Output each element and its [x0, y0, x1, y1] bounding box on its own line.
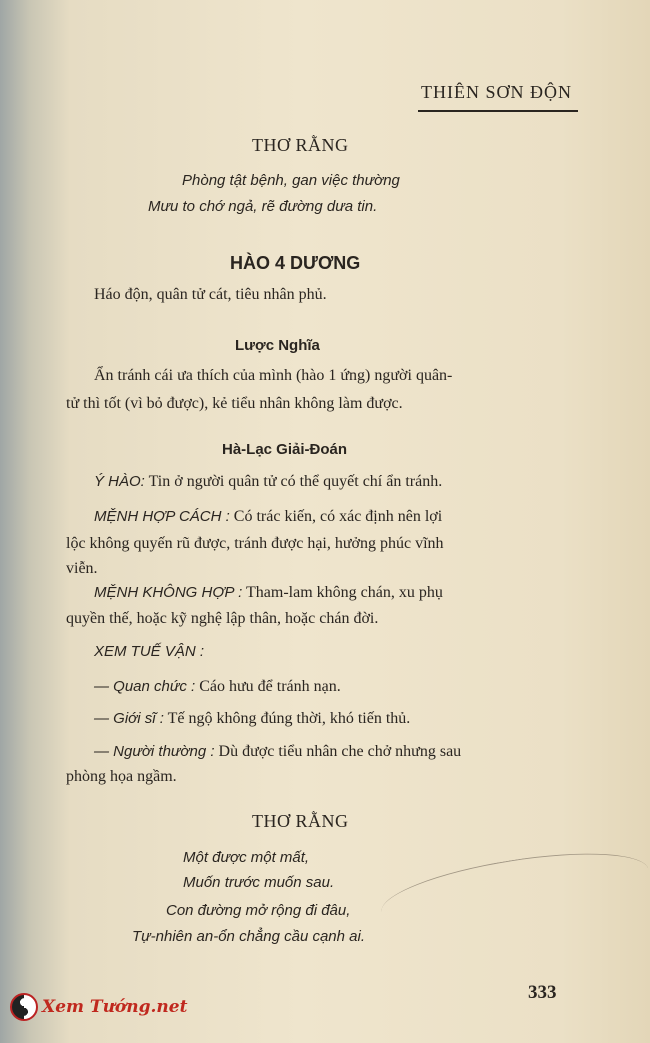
nguoi-thuong-text: Dù được tiểu nhân che chở nhưng sau — [218, 743, 462, 760]
menh-hop-paragraph — [94, 508, 442, 526]
watermark-text: Xem Tướng.net — [42, 997, 188, 1017]
page-number: 333 — [528, 982, 557, 1003]
menh-hop-cont-1: lộc không quyến rũ được, tránh được hại, hưởng phúc vĩnh — [66, 535, 444, 552]
quan-chuc-label: — Quan chức : — [94, 678, 196, 695]
luoc-nghia-line-2: tử thì tốt (vì bỏ được), kẻ tiểu nhân không làm được. — [66, 395, 403, 412]
verse-2-line-3: Con đường mở rộng đi đâu, — [166, 902, 351, 919]
y-hao-paragraph — [94, 473, 442, 491]
header-rule — [418, 110, 578, 112]
menh-khong-hop-paragraph — [94, 584, 443, 602]
nguoi-thuong-line — [94, 743, 461, 761]
nguoi-thuong-label: — Người thường : — [94, 743, 215, 760]
gioi-si-label: — Giới sĩ : — [94, 710, 164, 727]
menh-hop-text: Có trác kiến, có xác định nên lợi — [233, 508, 443, 525]
menh-khong-hop-cont: quyền thế, hoặc kỹ nghệ lập thân, hoặc chán đời. — [66, 610, 379, 627]
luoc-nghia-line-1: Ẩn tránh cái ưa thích của mình (hào 1 ứng) người quân- — [94, 367, 453, 384]
xem-tue-van-label: XEM TUẾ VẬN : — [94, 643, 205, 660]
watermark-logo — [10, 993, 187, 1021]
y-hao-text: Tin ở người quân tử có thể quyết chí ẩn tránh. — [148, 473, 443, 490]
subheading-ha-lac: Hà-Lạc Giải-Đoán — [222, 441, 348, 458]
verse-title-1: THƠ RẰNG — [252, 135, 349, 155]
hao4-text: Háo độn, quân tử cát, tiêu nhân phủ. — [94, 286, 327, 303]
yin-yang-icon — [10, 993, 38, 1021]
quan-chuc-text: Cáo hưu để tránh nạn. — [199, 678, 341, 695]
menh-khong-hop-label: MỆNH KHÔNG HỢP : — [94, 584, 243, 601]
verse-1-line-2: Mưu to chớ ngả, rẽ đường dưa tin. — [148, 198, 378, 215]
verse-2-line-4: Tự-nhiên an-ổn chẳng cầu cạnh ai. — [132, 928, 365, 945]
gioi-si-line — [94, 710, 410, 728]
subheading-luoc-nghia: Lược Nghĩa — [235, 337, 320, 354]
running-header: THIÊN SƠN ĐỘN — [421, 82, 572, 102]
menh-khong-hop-text: Tham-lam không chán, xu phụ — [246, 584, 443, 601]
section-heading-hao4: HÀO 4 DƯƠNG — [230, 253, 361, 273]
verse-1-line-1: Phòng tật bệnh, gan việc thường — [182, 172, 400, 189]
verse-title-2: THƠ RẰNG — [252, 811, 349, 831]
y-hao-label: Ý HÀO: — [94, 473, 145, 490]
nguoi-thuong-cont: phòng họa ngầm. — [66, 768, 177, 785]
quan-chuc-line — [94, 678, 341, 696]
verse-2-line-1: Một được một mất, — [183, 849, 310, 866]
menh-hop-label: MỆNH HỢP CÁCH : — [94, 508, 230, 525]
verse-2-line-2: Muốn trước muốn sau. — [183, 874, 335, 891]
menh-hop-cont-2: viễn. — [66, 560, 98, 577]
gioi-si-text: Tế ngộ không đúng thời, khó tiến thủ. — [167, 710, 411, 727]
page-curl-line — [377, 839, 650, 941]
